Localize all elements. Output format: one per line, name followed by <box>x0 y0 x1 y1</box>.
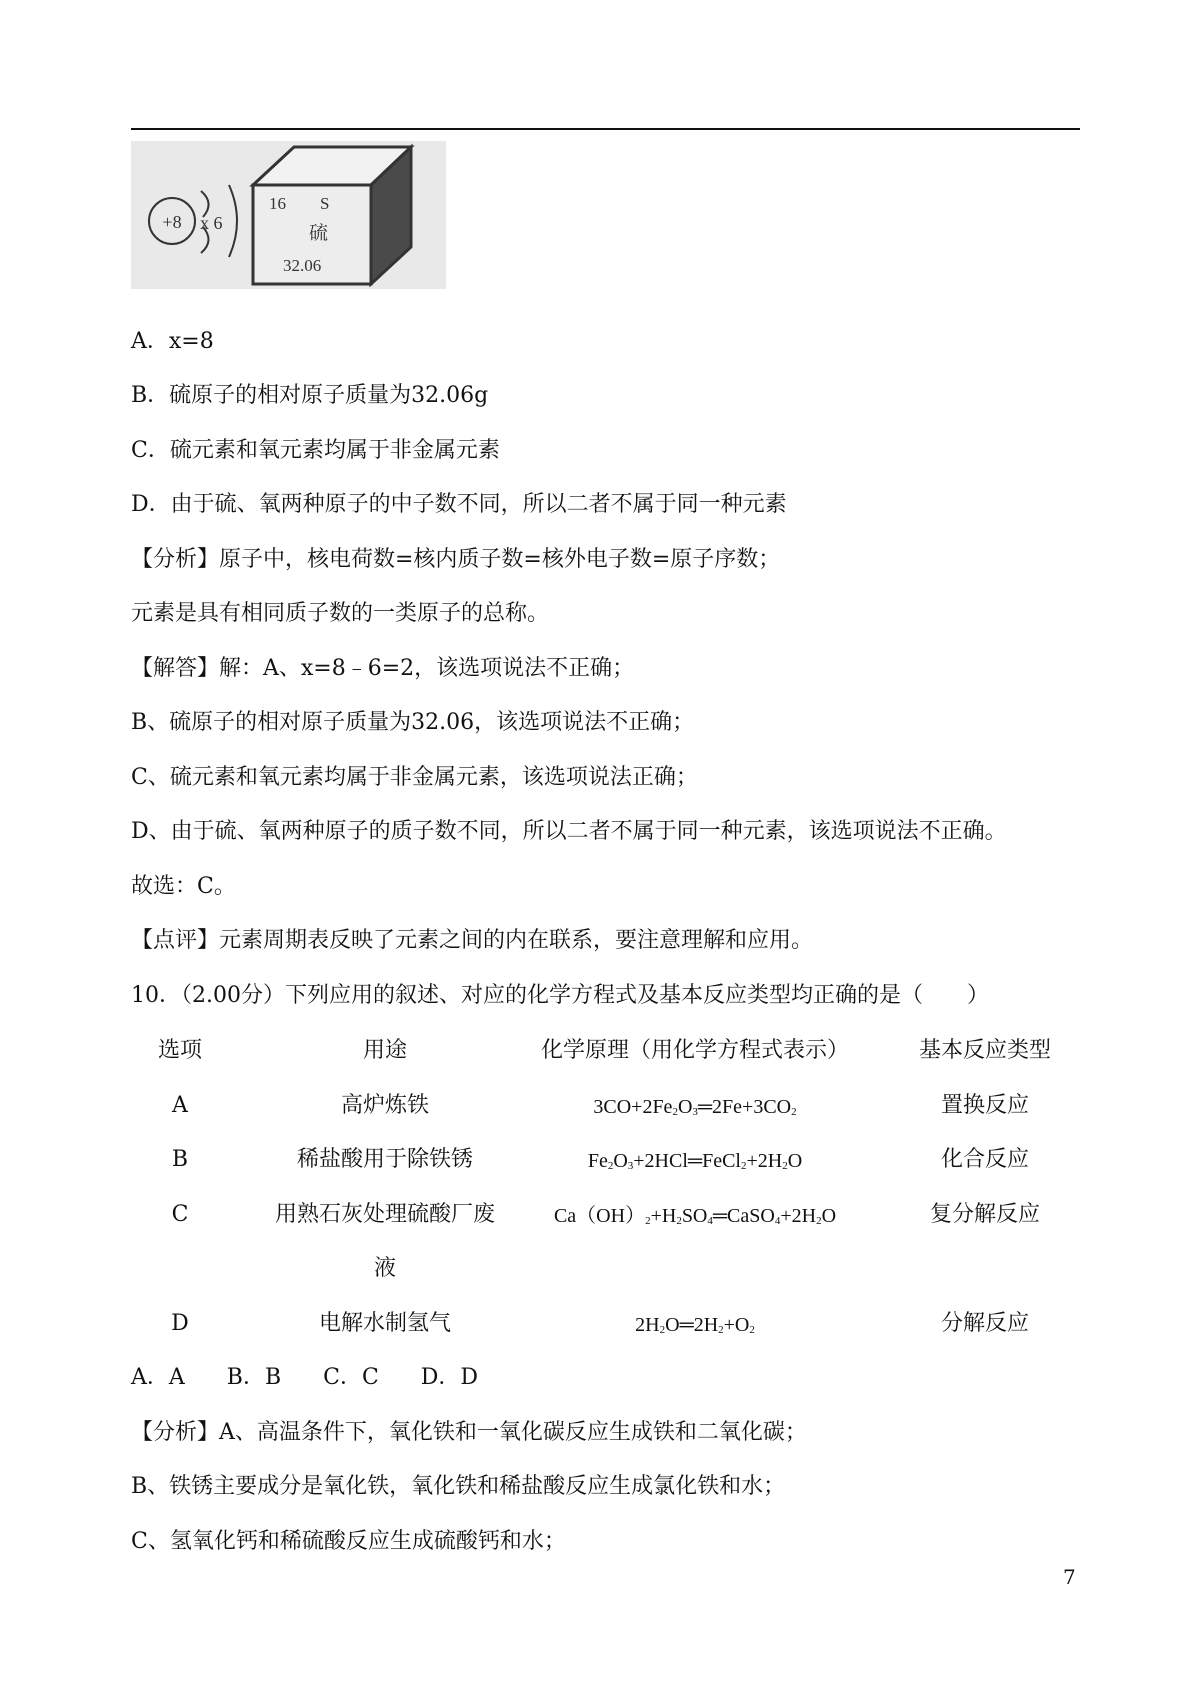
row-use: 用熟石灰处理硫酸厂废 <box>274 1202 495 1227</box>
row-option: D <box>171 1311 189 1336</box>
row-use-cont: 液 <box>373 1256 396 1281</box>
row-type: 化合反应 <box>940 1147 1029 1172</box>
q10-option-a: A．A <box>131 1365 185 1390</box>
q10-option-b: B．B <box>226 1365 282 1390</box>
q9-option-a: A．x=8 <box>131 329 214 354</box>
q10-stem: 10．（2.00分）下列应用的叙述、对应的化学方程式及基本反应类型均正确的是（ ） <box>131 983 989 1008</box>
table-header-use: 用途 <box>362 1038 407 1063</box>
q9-answer-d: D、由于硫、氧两种原子的质子数不同，所以二者不属于同一种元素，该选项说法不正确。 <box>131 819 1007 844</box>
row-type: 分解反应 <box>940 1311 1029 1336</box>
shell-arc-outer <box>229 185 237 257</box>
atomic-number: 16 <box>269 194 286 213</box>
q9-option-c: C．硫元素和氧元素均属于非金属元素 <box>131 438 500 463</box>
q9-option-b: B．硫原子的相对原子质量为32.06g <box>131 383 489 408</box>
table-header-option: 选项 <box>157 1038 202 1063</box>
row-option: B <box>171 1147 189 1172</box>
q9-comment: 【点评】元素周期表反映了元素之间的内在联系，要注意理解和应用。 <box>131 928 814 953</box>
q9-analysis-cont: 元素是具有相同质子数的一类原子的总称。 <box>131 601 550 626</box>
row-equation: $3CO+2Fe_2O_3═2Fe+3CO_2$ <box>593 1096 797 1118</box>
element-name: 硫 <box>309 222 329 244</box>
element-symbol: S <box>320 194 330 213</box>
q9-choice: 故选：C。 <box>131 874 236 899</box>
row-type: 置换反应 <box>940 1093 1029 1118</box>
table-header-type: 基本反应类型 <box>918 1038 1051 1063</box>
atomic-mass: 32.06 <box>283 256 322 275</box>
sulfur-figure <box>131 141 446 289</box>
q9-answer: 【解答】解：A、x=8﹣6=2，该选项说法不正确； <box>131 656 635 681</box>
row-equation: $2H_2O═2H_2+O_2$ <box>635 1314 755 1336</box>
q10-answer-options <box>131 1363 520 1393</box>
row-option: C <box>171 1202 189 1227</box>
q9-analysis: 【分析】原子中，核电荷数=核内质子数=核外电子数=原子序数； <box>131 547 781 572</box>
row-equation: $Fe_2O_3+2HCl═FeCl_2+2H_2O$ <box>587 1150 803 1172</box>
row-use: 高炉炼铁 <box>340 1093 429 1118</box>
nucleus-charge: +8 <box>162 212 182 232</box>
outer-shell-label: x 6 <box>200 213 223 233</box>
row-equation: $Ca(OH)_2+H_2SO_4═CaSO_4+2H_2O$ <box>553 1205 837 1227</box>
row-type: 复分解反应 <box>929 1202 1040 1227</box>
q9-answer-b: B、硫原子的相对原子质量为32.06，该选项说法不正确； <box>131 710 695 735</box>
q10-analysis-c: C、氢氧化钙和稀硫酸反应生成硫酸钙和水； <box>131 1529 566 1554</box>
header-rule <box>131 128 1080 130</box>
q10-analysis: 【分析】A、高温条件下，氧化铁和一氧化碳反应生成铁和二氧化碳； <box>131 1420 807 1445</box>
page-number: 7 <box>1063 1565 1076 1589</box>
table-header-principle: 化学原理（用化学方程式表示） <box>540 1038 849 1063</box>
row-option: A <box>172 1093 188 1118</box>
q9-answer-c: C、硫元素和氧元素均属于非金属元素，该选项说法正确； <box>131 765 698 790</box>
row-use: 电解水制氢气 <box>318 1311 451 1336</box>
atom-and-element-diagram <box>131 141 446 289</box>
q10-option-c: C．C <box>323 1365 379 1390</box>
row-use: 稀盐酸用于除铁锈 <box>296 1147 473 1172</box>
q10-option-d: D．D <box>420 1365 479 1390</box>
q9-option-d: D．由于硫、氧两种原子的中子数不同，所以二者不属于同一种元素 <box>131 492 787 517</box>
q10-analysis-b: B、铁锈主要成分是氧化铁，氧化铁和稀盐酸反应生成氯化铁和水； <box>131 1474 786 1499</box>
